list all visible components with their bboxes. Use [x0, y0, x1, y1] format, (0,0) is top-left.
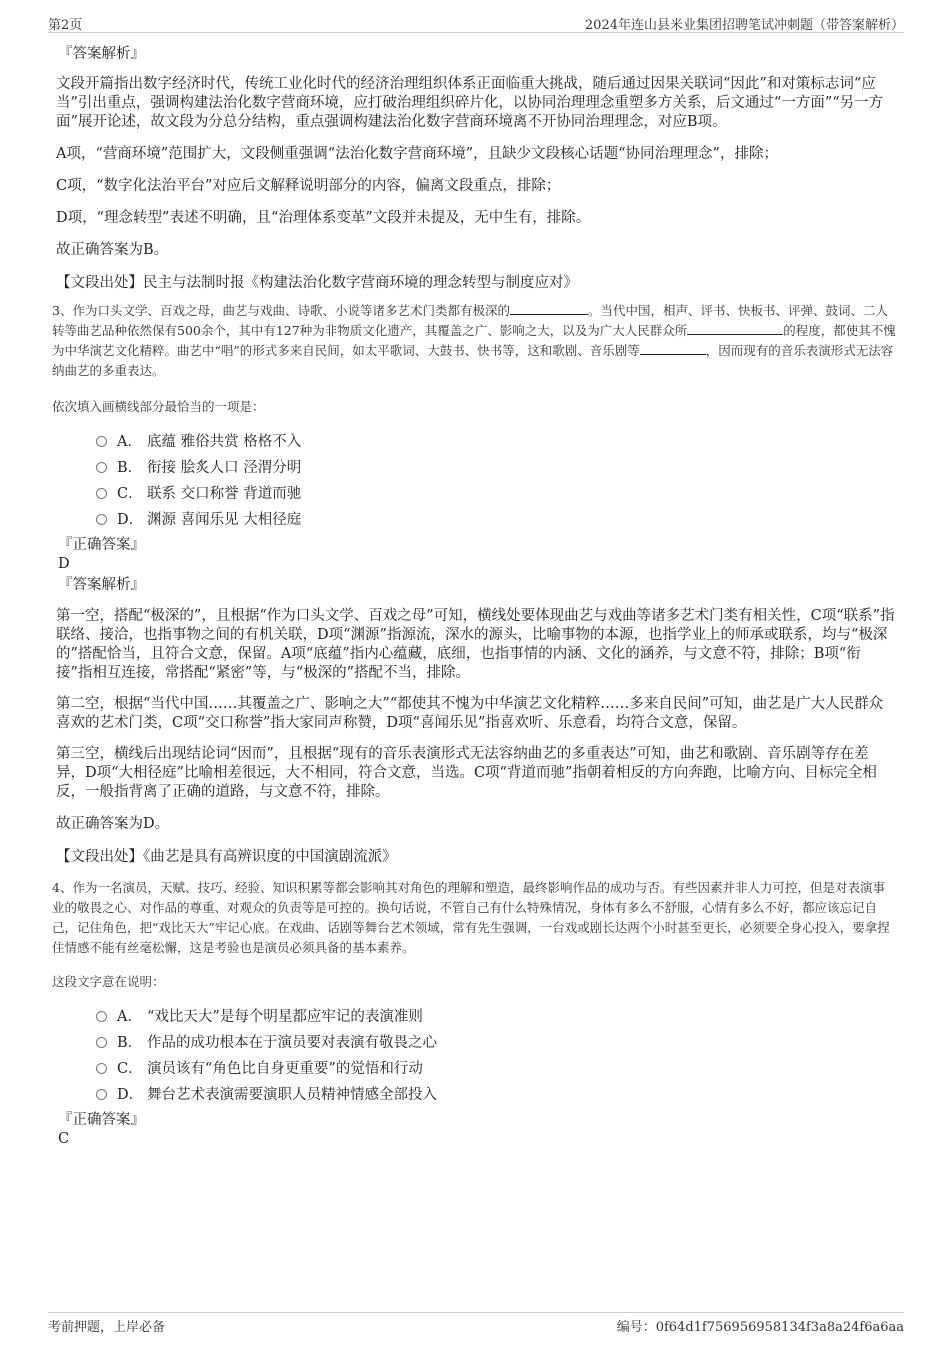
footer-slogan: 考前押题，上岸必备 — [48, 1320, 166, 1335]
source-citation: 【文段出处】《曲艺是具有高辨识度的中国演剧流派》 — [56, 849, 397, 865]
radio-circle-icon[interactable] — [96, 1011, 107, 1022]
correct-answer-label: 『正确答案』 — [58, 537, 145, 553]
analysis-paragraph: C项，“数字化法治平台”对应后文解释说明部分的内容，偏离文段重点，排除； — [56, 178, 561, 194]
analysis-label: 『答案解析』 — [58, 577, 145, 593]
option-c[interactable]: C． 联系 交口称誉 背道而驰 — [96, 479, 896, 505]
radio-circle-icon[interactable] — [96, 488, 107, 499]
fill-blank — [687, 322, 783, 335]
correct-answer: C — [58, 1131, 70, 1147]
radio-circle-icon[interactable] — [96, 1063, 107, 1074]
conclusion: 故正确答案为D。 — [56, 816, 170, 832]
question-3 — [52, 301, 896, 867]
fill-blank — [640, 342, 706, 355]
document-id: 编号：0f64d1f756956958134f3a8a24f6a6aa — [616, 1320, 904, 1335]
question-text: 4、作为一名演员，天赋、技巧、经验、知识积累等都会影响其对角色的理解和塑造，最终影响作品的成功与否。有些因素并非人力可控，但是对表演事业的敬畏之心、对作品的尊重、对观众的负责等是可控的。换句话说，不管自己有什么特殊情况，身体有多么不舒服，心情有多么不好，都应该忘记自己，记住角色，把“戏比天大”牢记心底。在戏曲、话剧等舞台艺术领域，常有先生强调，一台戏或剧长达两个小时甚至更长，必须要全身心投入，要拿捏住情感不能有丝毫松懈，这是考验也是演员必须具备的基本素养。 — [52, 880, 890, 955]
radio-circle-icon[interactable] — [96, 1089, 107, 1100]
option-d[interactable]: D． 渊源 喜闻乐见 大相径庭 — [96, 505, 896, 531]
analysis-paragraph: 第一空，搭配“极深的”，且根据“作为口头文学、百戏之母”可知，横线处要体现曲艺与戏曲等诸多艺术门类有相关性，C项“联系”指联络、接洽，也指事物之间的有机关联，D项“渊源”指源流，深水的源头，比喻事物的本源，也指学业上的师承或联系，均与“极深的”搭配恰当，且符合文意，保留。A项“底蕴”指内心蕴藏，底细，也指事情的内涵、文化的涵养，与文意不符，排除；B项“衔接”指相互连接，常搭配“紧密”等，与“极深的”搭配不当，排除。 — [56, 608, 895, 681]
analysis-paragraph: 第二空，根据“当代中国……其覆盖之广、影响之大”“都使其不愧为中华演艺文化精粹……多来自民间”可知，曲艺是广大人民群众喜欢的艺术门类，C项“交口称誉”指大家同声称赞，D项“喜闻乐见”指喜欢听、乐意看，均符合文意，保留。 — [56, 696, 884, 731]
option-b[interactable]: B． 衔接 脍炙人口 泾渭分明 — [96, 453, 896, 479]
radio-circle-icon[interactable] — [96, 436, 107, 447]
question-prompt: 依次填入画横线部分最恰当的一项是： — [52, 399, 265, 414]
question-text: 3、作为口头文学、百戏之母，曲艺与戏曲、诗歌、小说等诸多艺术门类都有极深的 。当代中国，相声、评书、快板书、评弹、鼓词、二人转等曲艺品种依然保有500余个，其中有127种为非物质文化遗产，其覆盖之广、影响之大，以及为广大人民群众所 的程度，都使其不愧为中华演艺文化精粹。曲艺中“唱”的形式多来自民间，如太平歌词、大鼓书、快书等，这和歌剧、音乐剧等 ，因而现有的音乐表演形式无法容纳曲艺的多重表达。 — [52, 303, 896, 378]
page-footer — [48, 1312, 904, 1333]
analysis-paragraph: 文段开篇指出数字经济时代，传统工业化时代的经济治理组织体系正面临重大挑战，随后通过因果关联词“因此”和对策标志词“应当”引出重点，强调构建法治化数字营商环境，应打破治理组织碎片化，以协同治理理念重塑多方关系，后文通过“一方面”“另一方面”展开论述，故文段为分总分结构，重点强调构建法治化数字营商环境离不开协同治理理念，对应B项。 — [56, 76, 884, 130]
option-b[interactable]: B． 作品的成功根本在于演员要对表演有敬畏之心 — [96, 1028, 896, 1054]
answer-options — [96, 1002, 896, 1106]
question-4 — [52, 878, 896, 1148]
analysis-paragraph: A项，“营商环境”范围扩大，文段侧重强调“法治化数字营商环境”，且缺少文段核心话题“协同治理理念”，排除； — [56, 146, 778, 162]
radio-circle-icon[interactable] — [96, 462, 107, 473]
source-citation: 【文段出处】民主与法制时报《构建法治化数字营商环境的理念转型与制度应对》 — [56, 275, 578, 291]
document-title: 2024年连山县米业集团招聘笔试冲刺题（带答案解析） — [584, 18, 904, 33]
option-a[interactable]: A． “戏比天大”是每个明星都应牢记的表演准则 — [96, 1002, 896, 1028]
answer-options — [96, 427, 896, 531]
analysis-label: 『答案解析』 — [58, 46, 145, 62]
page-content — [52, 44, 896, 1148]
radio-circle-icon[interactable] — [96, 1037, 107, 1048]
conclusion: 故正确答案为B。 — [56, 242, 169, 258]
radio-circle-icon[interactable] — [96, 514, 107, 525]
correct-answer: D — [58, 556, 70, 572]
question-prompt: 这段文字意在说明： — [52, 974, 165, 989]
page-number: 第2页 — [48, 18, 83, 33]
analysis-paragraph: 第三空，横线后出现结论词“因而”，且根据“现有的音乐表演形式无法容纳曲艺的多重表达”可知，曲艺和歌剧、音乐剧等存在差异，D项“大相径庭”比喻相差很远，大不相同，符合文意，当选。C项“背道而驰”指朝着相反的方向奔跑，比喻方向、目标完全相反，一般指背离了正确的道路，与文意不符，排除。 — [56, 746, 877, 800]
option-a[interactable]: A． 底蕴 雅俗共赏 格格不入 — [96, 427, 896, 453]
option-d[interactable]: D． 舞台艺术表演需要演职人员精神情感全部投入 — [96, 1080, 896, 1106]
analysis-paragraph: D项，“理念转型”表述不明确，且“治理体系变革”文段并未提及，无中生有，排除。 — [56, 210, 591, 226]
page-header — [48, 12, 904, 33]
fill-blank — [510, 302, 588, 315]
correct-answer-label: 『正确答案』 — [58, 1112, 145, 1128]
option-c[interactable]: C． 演员该有“角色比自身更重要”的觉悟和行动 — [96, 1054, 896, 1080]
